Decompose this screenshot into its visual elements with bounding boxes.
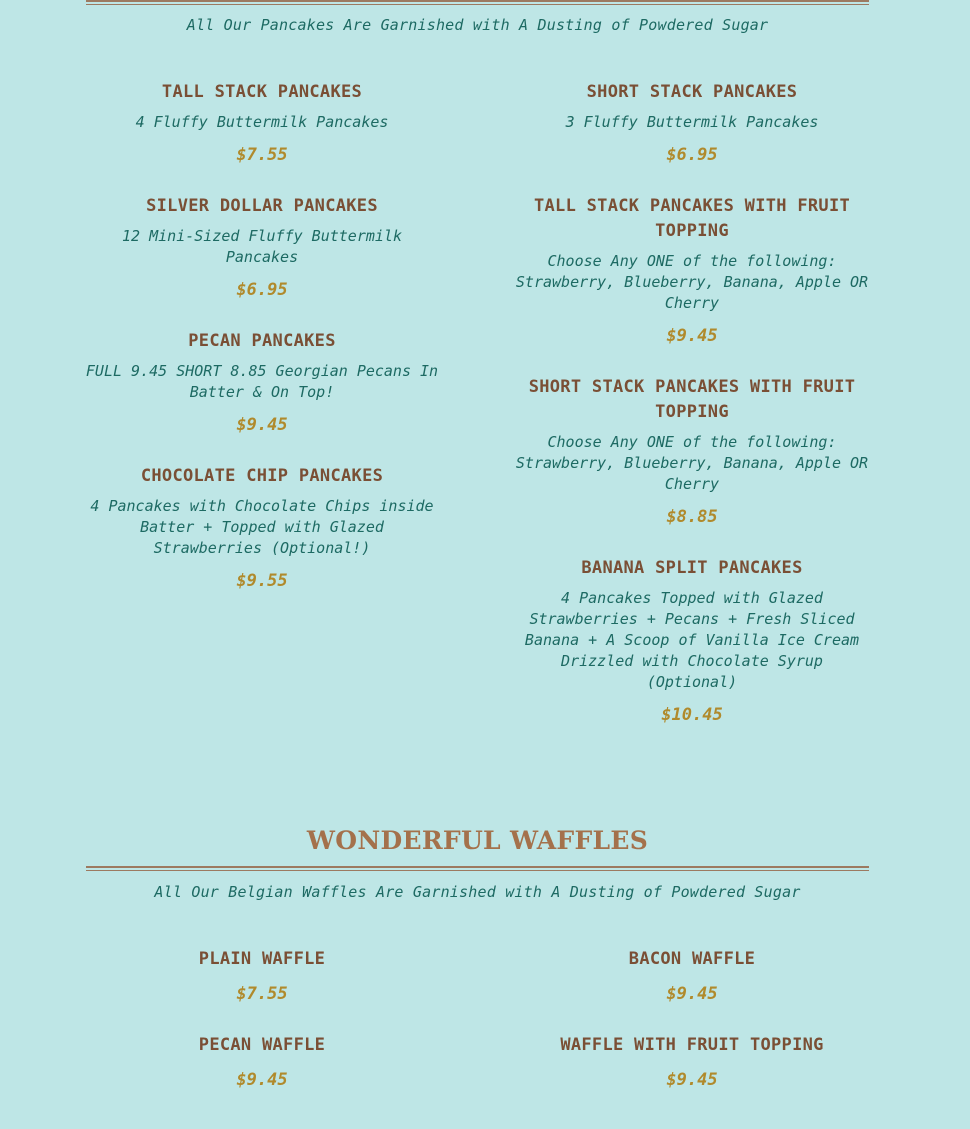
item-name: TALL STACK PANCAKES bbox=[161, 82, 363, 102]
item-price: $8.85 bbox=[666, 507, 718, 527]
pancakes-divider bbox=[86, 0, 869, 5]
menu-item-tall-stack-fruit-topping bbox=[512, 194, 872, 347]
pancakes-left-column bbox=[82, 80, 442, 592]
item-name: PECAN PANCAKES bbox=[188, 331, 336, 351]
menu-item-waffle-fruit-topping bbox=[512, 1033, 872, 1091]
item-price: $9.45 bbox=[666, 326, 718, 346]
item-description: 4 Pancakes with Chocolate Chips inside Batter + Topped with Glazed Strawberries (Optional!) bbox=[90, 497, 434, 557]
item-name: PLAIN WAFFLE bbox=[198, 949, 326, 969]
item-description: 12 Mini-Sized Fluffy Buttermilk Pancakes bbox=[122, 227, 402, 266]
menu-item-bacon-waffle bbox=[512, 947, 872, 1005]
item-price: $6.95 bbox=[236, 280, 288, 300]
item-name: TALL STACK PANCAKES WITH FRUIT TOPPING bbox=[533, 196, 851, 241]
waffles-right-column bbox=[512, 947, 872, 1091]
item-price: $6.95 bbox=[666, 145, 718, 165]
item-price: $9.55 bbox=[236, 571, 288, 591]
item-description: Choose Any ONE of the following: Strawberry, Blueberry, Banana, Apple OR Cherry bbox=[515, 252, 869, 312]
item-description: FULL 9.45 SHORT 8.85 Georgian Pecans In Batter & On Top! bbox=[85, 362, 439, 401]
pancakes-garnish-note: All Our Pancakes Are Garnished with A Dusting of Powdered Sugar bbox=[186, 16, 769, 34]
menu-item-silver-dollar-pancakes bbox=[82, 194, 442, 301]
item-price: $9.45 bbox=[666, 1070, 718, 1090]
item-price: $9.45 bbox=[236, 1070, 288, 1090]
item-price: $7.55 bbox=[236, 145, 288, 165]
item-name: SHORT STACK PANCAKES bbox=[586, 82, 798, 102]
item-price: $9.45 bbox=[666, 984, 718, 1004]
pancakes-right-column bbox=[512, 80, 872, 726]
item-name: WAFFLE WITH FRUIT TOPPING bbox=[560, 1035, 824, 1055]
item-name: PECAN WAFFLE bbox=[198, 1035, 326, 1055]
menu-item-tall-stack-pancakes bbox=[82, 80, 442, 166]
waffles-divider bbox=[86, 866, 869, 871]
waffles-left-column bbox=[82, 947, 442, 1091]
item-description: 3 Fluffy Buttermilk Pancakes bbox=[565, 113, 819, 131]
item-name: SILVER DOLLAR PANCAKES bbox=[146, 196, 378, 216]
menu-item-plain-waffle bbox=[82, 947, 442, 1005]
menu-item-short-stack-fruit-topping bbox=[512, 375, 872, 528]
menu-item-pecan-pancakes bbox=[82, 329, 442, 436]
menu-item-banana-split-pancakes bbox=[512, 556, 872, 726]
item-description: Choose Any ONE of the following: Strawberry, Blueberry, Banana, Apple OR Cherry bbox=[515, 433, 869, 493]
item-price: $7.55 bbox=[236, 984, 288, 1004]
waffles-garnish-note: All Our Belgian Waffles Are Garnished with A Dusting of Powdered Sugar bbox=[154, 883, 801, 901]
menu-item-short-stack-pancakes bbox=[512, 80, 872, 166]
item-name: BANANA SPLIT PANCAKES bbox=[581, 558, 803, 578]
menu-item-chocolate-chip-pancakes bbox=[82, 464, 442, 592]
menu-item-pecan-waffle bbox=[82, 1033, 442, 1091]
item-name: SHORT STACK PANCAKES WITH FRUIT TOPPING bbox=[528, 377, 856, 422]
item-name: CHOCOLATE CHIP PANCAKES bbox=[140, 466, 384, 486]
item-description: 4 Pancakes Topped with Glazed Strawberries + Pecans + Fresh Sliced Banana + A Scoop of Vanilla Ice Cream Drizzled with Chocolate Syrup (Optional) bbox=[524, 589, 860, 691]
waffles-section-title: WONDERFUL WAFFLES bbox=[306, 826, 649, 855]
item-name: BACON WAFFLE bbox=[628, 949, 756, 969]
item-price: $9.45 bbox=[236, 415, 288, 435]
item-price: $10.45 bbox=[661, 705, 723, 725]
item-description: 4 Fluffy Buttermilk Pancakes bbox=[135, 113, 389, 131]
